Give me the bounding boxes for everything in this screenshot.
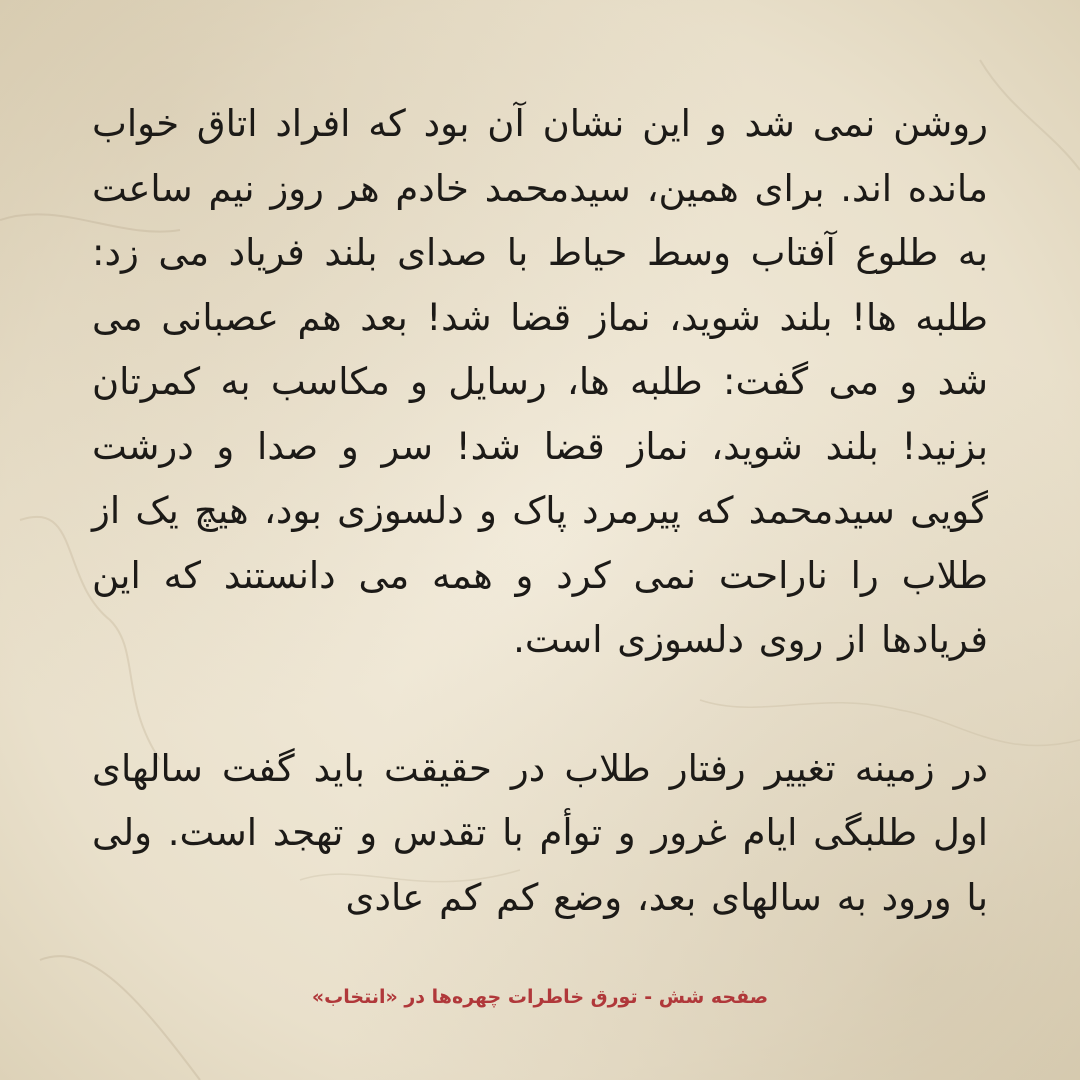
- paragraph-1: روشن نمی شد و این نشان آن بود که افراد اتاق خواب مانده اند. برای همین، سیدمحمد خادم هر روز نیم ساعت به طلوع آفتاب وسط حیاط با صدای بلند فریاد می زد: طلبه ها! بلند شوید، نماز قضا شد! بعد هم عصبانی می شد و می گفت: طلبه ها، رسایل و مکاسب به کمرتان بزنید! بلند شوید، نماز قضا شد! سر و صدا و درشت گویی سیدمحمد که پیرمرد پاک و دلسوزی بود، هیچ یک از طلاب را ناراحت نمی کرد و همه می دانستند که این فریادها از روی دلسوزی است.: [92, 102, 988, 661]
- page-footer-caption: صفحه شش - تورق خاطرات چهره‌ها در «انتخاب»: [311, 986, 769, 1008]
- paragraph-2: در زمینه تغییر رفتار طلاب در حقیقت باید گفت سالهای اول طلبگی ایام غرور و توأم با تقدس و تهجد است. ولی با ورود به سالهای بعد، وضع کم کم عادی: [92, 746, 988, 919]
- body-text: [92, 92, 988, 930]
